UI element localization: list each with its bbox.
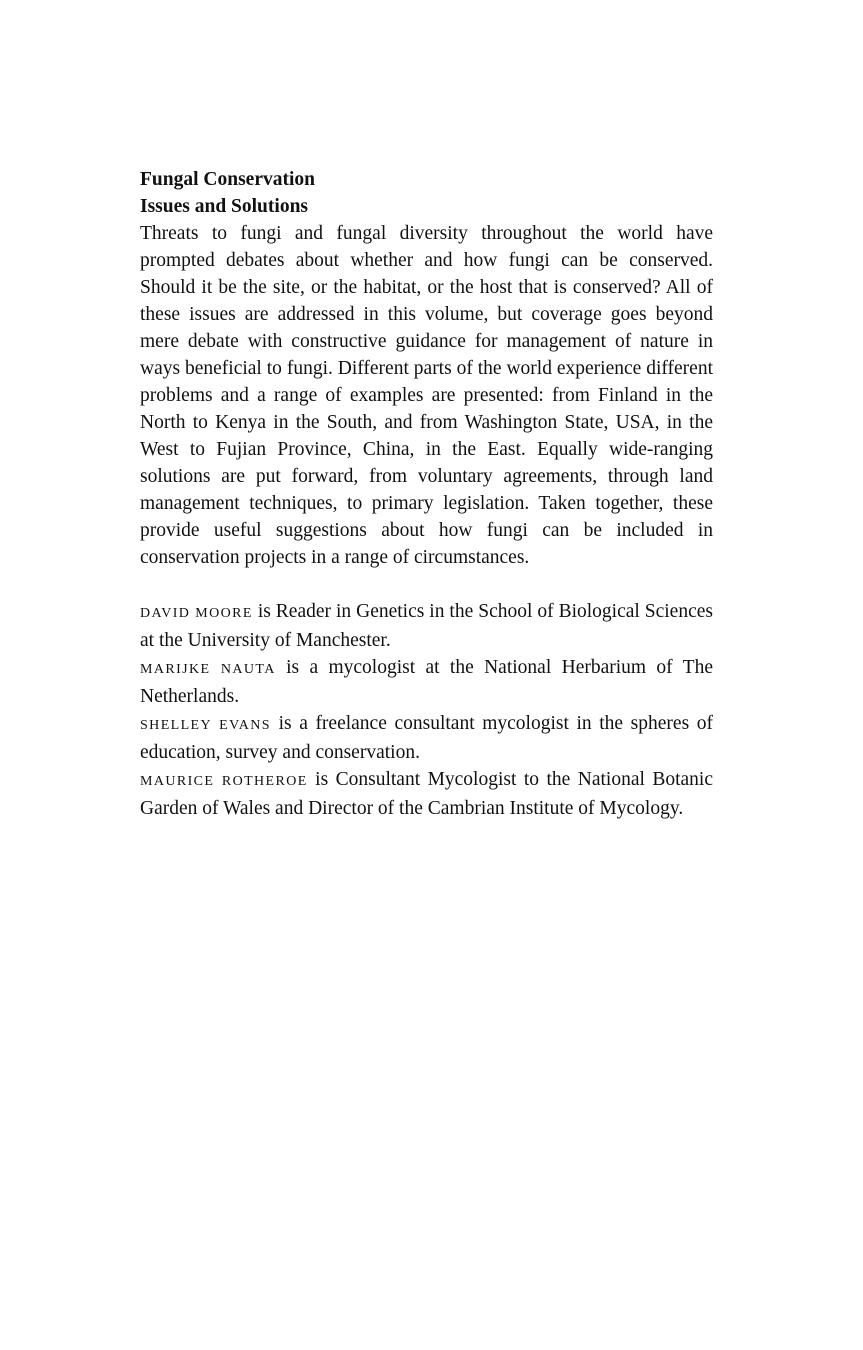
editor-name: MARIJKE NAUTA <box>140 662 276 677</box>
editor-description: is a mycologist at the National Herbarium of The Netherlands. <box>140 657 713 707</box>
book-description-page <box>140 166 713 822</box>
book-title: Fungal Conservation <box>140 169 315 190</box>
editor-description: is Consultant Mycologist to the National Botanic Garden of Wales and Director of the Cambrian Institute of Mycology. <box>140 769 713 819</box>
editor-description: is Reader in Genetics in the School of Biological Sciences at the University of Manchester. <box>140 601 713 651</box>
editor-bios <box>140 598 713 822</box>
editor-name: DAVID MOORE <box>140 606 253 621</box>
editor-bio <box>140 710 713 766</box>
editor-bio <box>140 654 713 710</box>
editor-description: is a freelance consultant mycologist in the spheres of education, survey and conservation. <box>140 713 713 763</box>
editor-name: MAURICE ROTHEROE <box>140 774 308 789</box>
editor-name: SHELLEY EVANS <box>140 718 271 733</box>
book-blurb: Threats to fungi and fungal diversity throughout the world have prompted debates about whether and how fungi can be conserved. Should it be the site, or the habitat, or the host that is conserved? All of these issues are addressed in this volume, but coverage goes beyond mere debate with constructive guidance for management of nature in ways beneficial to fungi. Different parts of the world experience different problems and a range of examples are presented: from Finland in the North to Kenya in the South, and from Washington State, USA, in the West to Fujian Province, China, in the East. Equally wide-ranging solutions are put forward, from voluntary agreements, through land management techniques, to primary legislation. Taken together, these provide useful suggestions about how fungi can be included in conservation projects in a range of circumstances. <box>140 223 713 568</box>
editor-bio <box>140 598 713 654</box>
book-subtitle: Issues and Solutions <box>140 196 308 217</box>
editor-bio <box>140 766 713 822</box>
